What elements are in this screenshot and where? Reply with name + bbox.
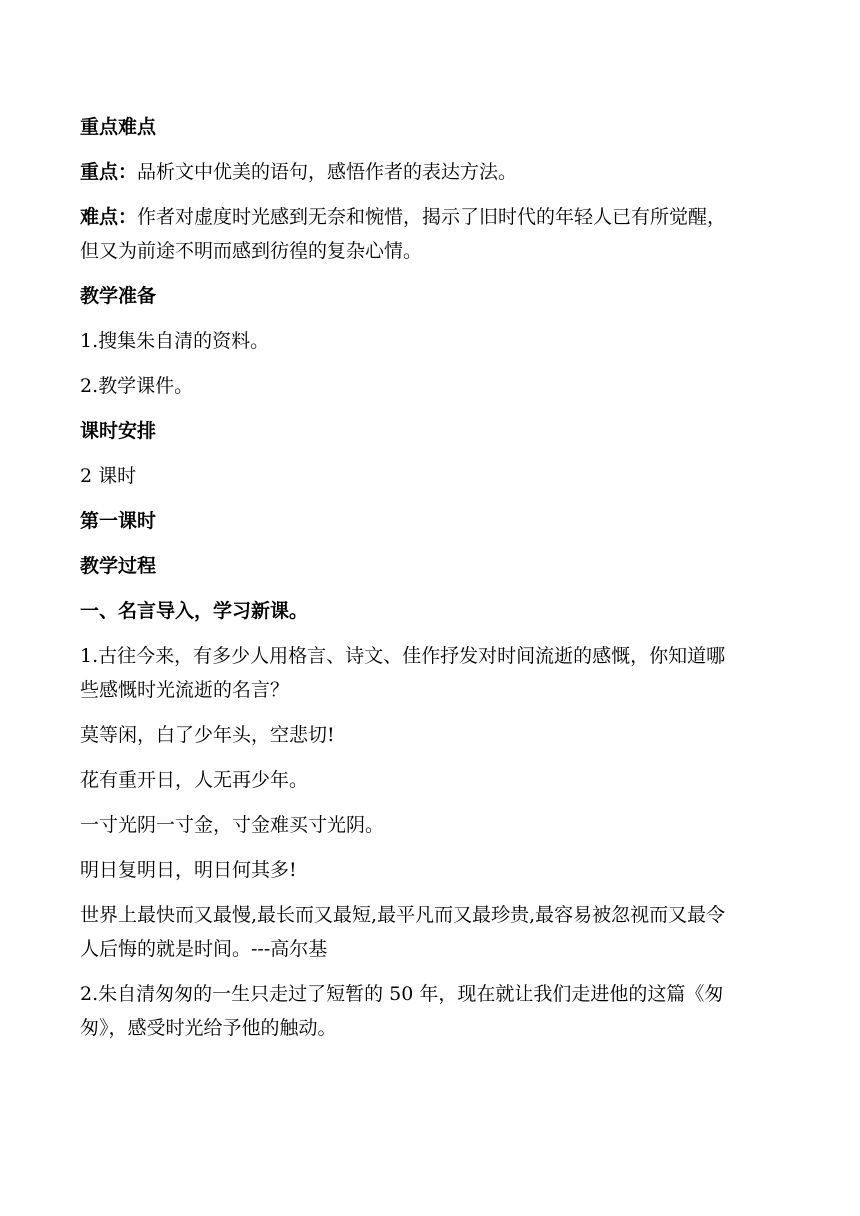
- quote-item: 明日复明日，明日何其多!: [80, 859, 297, 881]
- quote-item: 莫等闲，白了少年头，空悲切!: [80, 724, 335, 746]
- section-heading-preparation: 教学准备: [80, 285, 157, 307]
- section-heading-key-points: 重点难点: [80, 116, 157, 138]
- section-heading-process: 教学过程: [80, 555, 157, 577]
- section-heading-schedule: 课时安排: [80, 420, 157, 442]
- key-point-text: 品析文中优美的语句，感悟作者的表达方法。: [137, 161, 518, 183]
- difficult-point-paragraph: [80, 200, 780, 234]
- key-point-label: 重点：: [80, 161, 138, 183]
- long-quote-continued: 人后悔的就是时间。---高尔基: [80, 938, 328, 960]
- difficult-point-label: 难点：: [80, 206, 138, 228]
- step-one-question-continued: 些感慨时光流逝的名言？: [80, 679, 290, 701]
- key-point-paragraph: [80, 155, 780, 189]
- difficult-point-text: 作者对虚度时光感到无奈和惋惜，揭示了旧时代的年轻人已有所觉醒，: [137, 206, 727, 228]
- quote-item: 一寸光阴一寸金，寸金难买寸光阴。: [80, 814, 385, 836]
- quote-item: 花有重开日，人无再少年。: [80, 769, 309, 791]
- long-quote: 世界上最快而又最慢,最长而又最短,最平凡而又最珍贵,最容易被忽视而又最令: [80, 904, 726, 926]
- lesson-heading: 第一课时: [80, 510, 157, 532]
- preparation-item: 1.搜集朱自清的资料。: [80, 330, 270, 352]
- preparation-item: 2.教学课件。: [80, 375, 194, 397]
- schedule-text: 2 课时: [80, 465, 137, 487]
- difficult-point-text-continued: 但又为前途不明而感到彷徨的复杂心情。: [80, 240, 423, 262]
- step-two-paragraph-continued: 匆》，感受时光给予他的触动。: [80, 1017, 337, 1039]
- step-one-heading: 一、名言导入，学习新课。: [80, 600, 309, 622]
- step-one-question: 1.古往今来，有多少人用格言、诗文、佳作抒发对时间流逝的感慨，你知道哪: [80, 645, 726, 667]
- step-two-paragraph: 2.朱自清匆匆的一生只走过了短暂的 50 年，现在就让我们走进他的这篇《匆: [80, 983, 724, 1005]
